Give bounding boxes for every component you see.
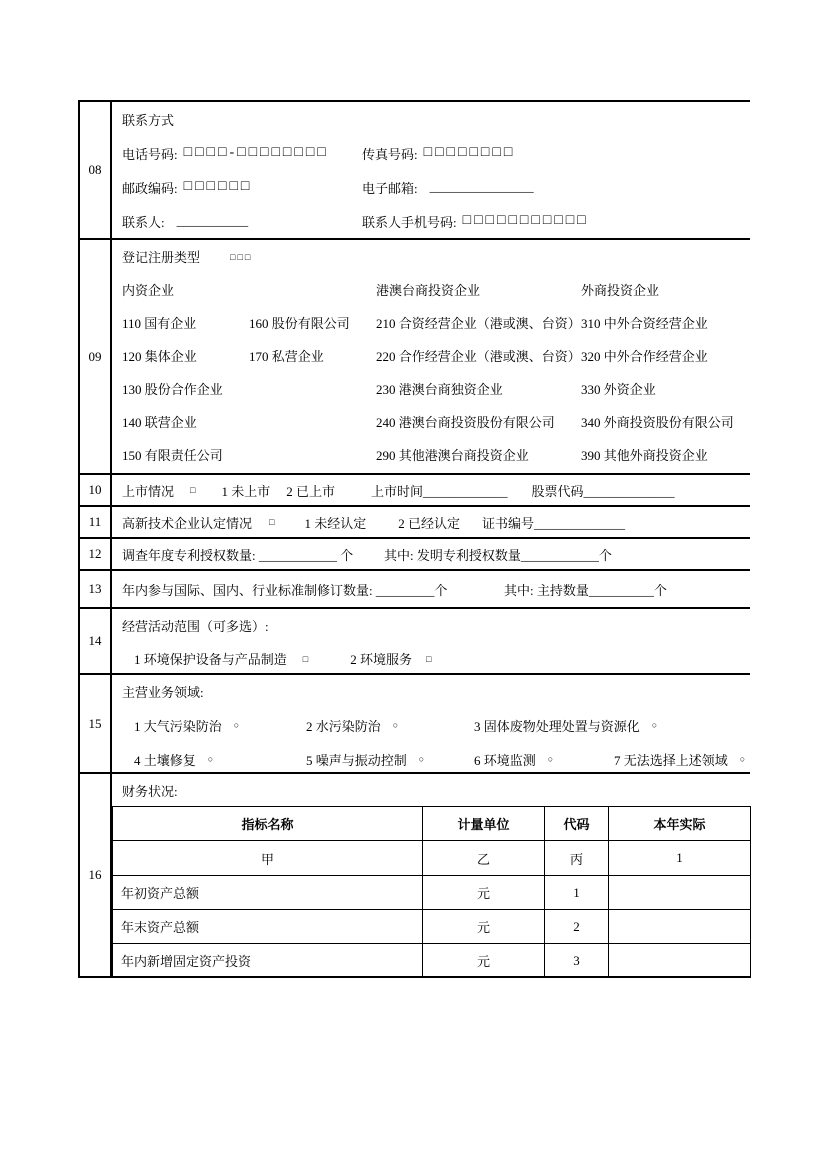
field-air-pollution-circle[interactable]: ○ [233,720,240,730]
row-number: 11 [80,507,112,537]
registration-type-code-boxes[interactable]: □□□ [230,251,253,262]
row-number: 14 [80,609,112,673]
scope-equipment-checkbox[interactable]: □ [302,653,311,664]
hightech-certification-label: 高新技术企业认定情况 [122,515,253,531]
registration-option: 210 合资经营企业（港或澳、台资） [376,316,581,331]
form-row-16-financial-status [80,774,750,978]
form-row-12-patent-count [80,539,750,571]
fin-unit-cell: 元 [423,910,545,944]
field-option-none-of-above: 7 无法选择上述领域 [614,752,728,768]
registration-option: 140 联营企业 [122,415,197,430]
scope-option-equipment-manufacturing: 1 环境保护设备与产品制造 [134,652,287,667]
postal-digit-boxes[interactable]: □□□□□□ [183,179,253,194]
fin-header-current-year: 本年实际 [609,807,751,841]
fin-value-cell[interactable] [609,910,751,944]
business-scope-title: 经营活动范围（可多选）: [122,619,269,634]
mobile-digit-boxes[interactable]: □□□□□□□□□□□ [462,213,589,228]
scope-option-environmental-services: 2 环境服务 [350,652,412,667]
fin-unit-cell: 元 [423,876,545,910]
row-number: 08 [80,102,112,238]
col-header-domestic: 内资企业 [122,283,175,298]
contact-section-title: 联系方式 [122,112,175,128]
email-label: 电子邮箱: [362,180,418,196]
field-soil-remediation-circle[interactable]: ○ [207,754,214,764]
hightech-certification-checkbox[interactable]: □ [269,517,277,527]
fin-value-cell[interactable] [609,944,751,978]
standards-count-blank-field[interactable]: 年内参与国际、国内、行业标准制修订数量: _________个 [122,582,448,598]
field-option-air-pollution: 1 大气污染防治 [134,718,222,734]
scope-services-checkbox[interactable]: □ [425,653,434,664]
fin-unit-cell: 元 [423,944,545,978]
field-option-water-pollution: 2 水污染防治 [306,718,381,734]
fin-subheader: 乙 [423,841,545,876]
registration-type-title: 登记注册类型 [122,250,201,265]
postal-code-label: 邮政编码: [122,180,178,196]
field-noise-vibration-circle[interactable]: ○ [418,754,425,764]
fin-indicator-new-fixed-assets: 年内新增固定资产投资 [113,944,423,978]
registration-option: 390 其他外商投资企业 [581,448,708,463]
form-row-15-main-business-field [80,675,750,774]
fin-value-cell[interactable] [609,876,751,910]
row-number: 09 [80,240,112,473]
registration-option: 220 合作经营企业（港或澳、台资） [376,349,581,364]
listing-option-listed: 2 已上市 [286,483,335,499]
registration-option: 170 私营企业 [249,349,324,364]
field-water-pollution-circle[interactable]: ○ [392,720,399,730]
standards-lead-count-blank-field[interactable]: 其中: 主持数量__________个 [504,582,667,598]
fin-subheader: 甲 [113,841,423,876]
fin-subheader: 1 [609,841,751,876]
form-row-09-registration-type [80,240,750,475]
form-row-13-standards-count [80,571,750,609]
email-blank-field[interactable]: ________________ [429,179,534,194]
col-header-hmt: 港澳台商投资企业 [376,283,481,298]
field-none-circle[interactable]: ○ [739,754,746,764]
fin-header-unit: 计量单位 [423,807,545,841]
registration-option: 290 其他港澳台商投资企业 [376,448,529,463]
contact-person-label: 联系人: [122,214,165,230]
fin-code-cell: 1 [545,876,609,910]
row-number: 12 [80,539,112,569]
contact-person-blank-field[interactable]: ___________ [176,213,249,228]
row-number: 10 [80,475,112,505]
listing-status-checkbox[interactable]: □ [190,485,198,495]
invention-patent-count-blank-field[interactable]: 其中: 发明专利授权数量____________个 [384,547,612,563]
form-row-08-contact [80,102,750,240]
row-number: 16 [80,774,112,976]
registration-option: 150 有限责任公司 [122,448,223,463]
registration-option: 330 外资企业 [581,382,656,397]
financial-table [112,806,751,978]
row-number: 13 [80,571,112,607]
form-row-11-hightech-certification [80,507,750,539]
survey-form-table [78,100,750,978]
field-option-environmental-monitoring: 6 环境监测 [474,752,536,768]
listing-option-not-listed: 1 未上市 [221,483,271,499]
listing-status-label: 上市情况 [122,483,175,499]
fax-label: 传真号码: [362,146,418,162]
fin-code-cell: 2 [545,910,609,944]
fin-subheader: 丙 [545,841,609,876]
phone-label: 电话号码: [122,146,178,162]
field-option-solid-waste: 3 固体废物处理处置与资源化 [474,718,640,734]
main-business-field-title: 主营业务领域: [122,685,204,700]
registration-option: 310 中外合资经营企业 [581,316,708,331]
certificate-number-blank-field[interactable]: 证书编号______________ [481,515,625,531]
fax-digit-boxes[interactable]: □□□□□□□□ [423,145,516,160]
field-monitoring-circle[interactable]: ○ [547,754,554,764]
col-header-foreign: 外商投资企业 [581,283,660,298]
registration-option: 320 中外合作经营企业 [581,349,708,364]
registration-option: 120 集体企业 [122,349,197,364]
form-row-10-listing-status [80,475,750,507]
stock-code-blank-field[interactable]: 股票代码______________ [531,483,675,499]
certification-option-yes: 2 已经认定 [398,515,460,531]
patent-count-blank-field[interactable]: 调查年度专利授权数量: ____________ 个 [122,547,354,563]
registration-option: 230 港澳台商独资企业 [376,382,503,397]
registration-option: 130 股份合作企业 [122,382,223,397]
certification-option-no: 1 未经认定 [304,515,367,531]
fin-indicator-assets-begin: 年初资产总额 [113,876,423,910]
fin-code-cell: 3 [545,944,609,978]
mobile-label: 联系人手机号码: [362,214,457,230]
registration-option: 110 国有企业 [122,316,197,331]
financial-status-title: 财务状况: [122,783,178,799]
row-number: 15 [80,675,112,772]
field-option-noise-vibration: 5 噪声与振动控制 [306,752,407,768]
fin-header-indicator-name: 指标名称 [113,807,423,841]
listing-time-blank-field[interactable]: 上市时间_____________ [370,483,508,499]
form-row-14-business-scope [80,609,750,675]
fin-header-code: 代码 [545,807,609,841]
fin-indicator-assets-end: 年末资产总额 [113,910,423,944]
phone-digit-boxes[interactable]: □□□□-□□□□□□□□ [183,145,329,160]
field-solid-waste-circle[interactable]: ○ [651,720,658,730]
registration-option: 340 外商投资股份有限公司 [581,415,734,430]
registration-option: 160 股份有限公司 [249,316,350,331]
field-option-soil-remediation: 4 土壤修复 [134,752,196,768]
registration-option: 240 港澳台商投资股份有限公司 [376,415,555,430]
